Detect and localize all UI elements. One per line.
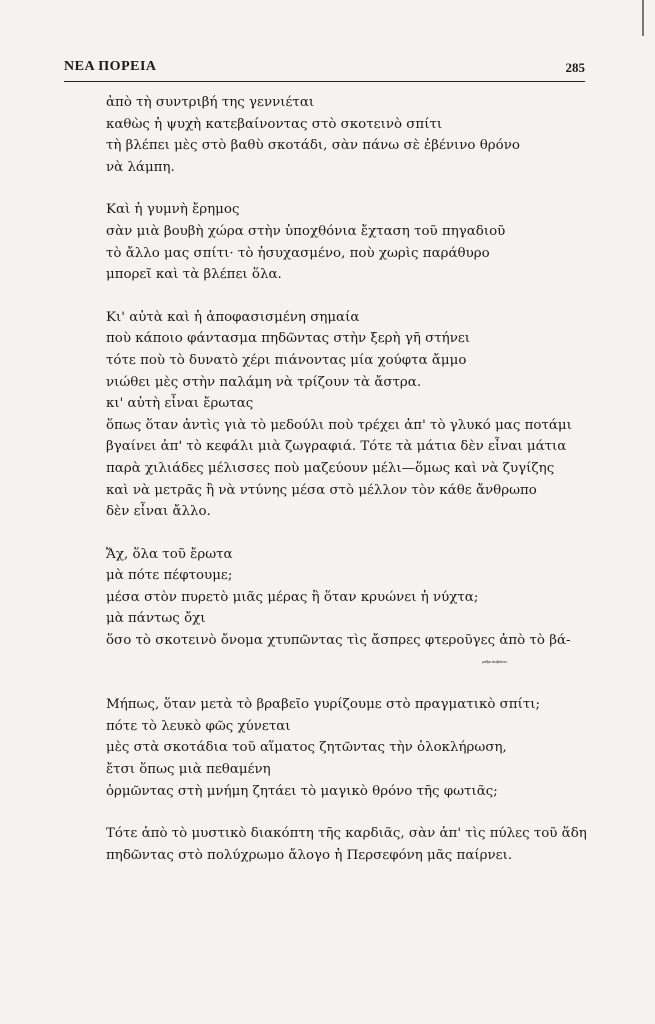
poem-body	[106, 92, 606, 887]
verse-line: κι' αὐτὴ εἶναι ἔρωτας	[106, 396, 254, 412]
verse-line: μπορεῖ καὶ τὰ βλέπει ὅλα.	[106, 267, 282, 283]
stanza	[106, 92, 606, 178]
verse-line: τότε ποὺ τὸ δυνατὸ χέρι πιάνοντας μία χούφτα ἄμμο	[106, 352, 467, 368]
running-head: ΝΕΑ ΠΟΡΕΙΑ	[64, 59, 157, 74]
stanza	[106, 544, 606, 674]
verse-line: καὶ νὰ μετρᾶς ἢ νὰ ντύνης μέσα στὸ μέλλον τὸν κάθε ἄνθρωπο	[106, 482, 537, 498]
verse-line: Τότε ἀπὸ τὸ μυστικὸ διακόπτη τῆς καρδιᾶς, σὰν ἀπ' τὶς πύλες τοῦ ἅδη	[106, 826, 587, 842]
verse-line: νὰ λάμπη.	[106, 159, 175, 175]
verse-line: τὴ βλέπει μὲς στὸ βαθὺ σκοτάδι, σὰν πάνω σὲ ἐβένινο θρόνο	[106, 138, 520, 154]
stanza	[106, 199, 606, 285]
verse-line: δὲν εἶναι ἄλλο.	[106, 504, 211, 520]
verse-line: Μήπως, ὅταν μετὰ τὸ βραβεῖο γυρίζουμε στὸ πραγματικὸ σπίτι;	[106, 697, 541, 713]
verse-line: ὅσο τὸ σκοτεινὸ ὄνομα χτυπῶντας τὶς ἄσπρες φτεροῦγες ἀπὸ τὸ βά-	[106, 633, 571, 649]
verse-line: βγαίνει ἀπ' τὸ κεφάλι μιὰ ζωγραφιά. Τότε τὰ μάτια δὲν εἶναι μάτια	[106, 439, 567, 455]
page-header	[64, 56, 585, 82]
stanza	[106, 307, 606, 523]
verse-line: παρὰ χιλιάδες μέλισσες ποὺ μαζεύουν μέλι—ὅμως καὶ νὰ ζυγίζης	[106, 460, 555, 476]
verse-line: Κι' αὐτὰ καὶ ἡ ἀποφασισμένη σημαία	[106, 309, 360, 325]
verse-line: ραθρο ἀνεβαίνει.	[482, 659, 508, 664]
verse-line: μέσα στὸν πυρετὸ μιᾶς μέρας ἢ ὅταν κρυώνει ἡ νύχτα;	[106, 589, 479, 605]
header-rule	[64, 81, 585, 82]
verse-line: μὰ πάντως ὄχι	[106, 611, 206, 627]
verse-line: ὅπως ὅταν ἀντὶς γιὰ τὸ μεδούλι ποὺ τρέχει ἀπ' τὸ γλυκό μας ποτάμι	[106, 417, 572, 433]
stanza	[106, 823, 606, 866]
verse-line: πηδῶντας στὸ πολύχρωμο ἄλογο ἡ Περσεφόνη μᾶς παίρνει.	[106, 847, 513, 863]
verse-line: ὁρμῶντας στὴ μνήμη ζητάει τὸ μαγικὸ θρόνο τῆς φωτιᾶς;	[106, 783, 498, 799]
verse-line: μὲς στὰ σκοτάδια τοῦ αἵματος ζητῶντας τὴν ὁλοκλήρωση,	[106, 740, 507, 756]
verse-line: Ἄχ, ὅλα τοῦ ἔρωτα	[106, 546, 233, 562]
verse-line: πότε τὸ λευκὸ φῶς χύνεται	[106, 718, 291, 734]
verse-line: καθὼς ἡ ψυχὴ κατεβαίνοντας στὸ σκοτεινὸ σπίτι	[106, 116, 443, 132]
verse-line: τὸ ἄλλο μας σπίτι· τὸ ἡσυχασμένο, ποὺ χωρὶς παράθυρο	[106, 245, 490, 261]
scan-edge-mark	[642, 0, 644, 36]
verse-line: νιώθει μὲς στὴν παλάμη νὰ τρίζουν τὰ ἄστρα.	[106, 374, 422, 390]
page-number: 285	[565, 60, 585, 75]
verse-line: ποὺ κάποιο φάντασμα πηδῶντας στὴν ξερὴ γῆ στήνει	[106, 331, 471, 347]
verse-line: ἀπὸ τὴ συντριβή της γεννιέται	[106, 95, 315, 110]
stanza	[106, 694, 606, 802]
verse-line: σὰν μιὰ βουβὴ χώρα στὴν ὑποχθόνια ἔχταση τοῦ πηγαδιοῦ	[106, 223, 506, 239]
verse-line: ἔτσι ὅπως μιὰ πεθαμένη	[106, 762, 271, 778]
verse-line: μὰ πότε πέφτουμε;	[106, 568, 233, 584]
verse-line: Καὶ ἡ γυμνὴ ἔρημος	[106, 202, 240, 218]
